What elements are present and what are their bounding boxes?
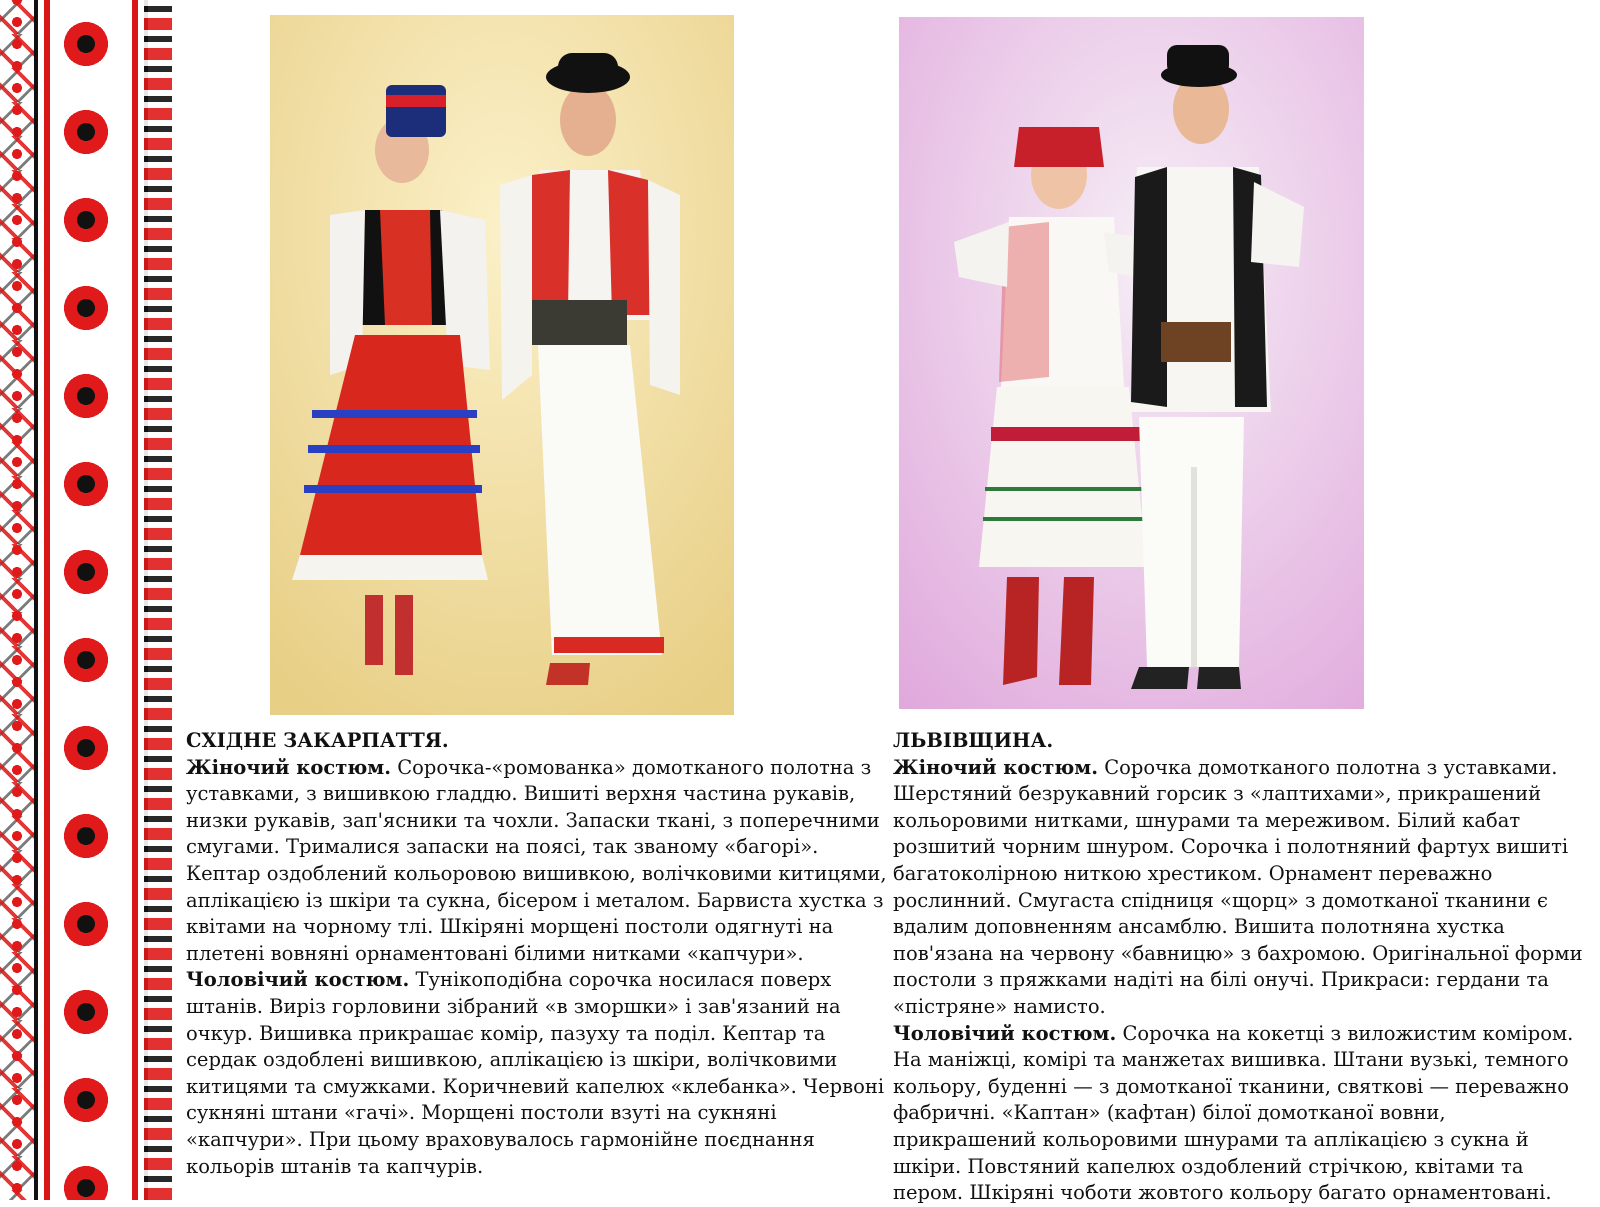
photo-lviv-region xyxy=(899,17,1364,709)
male-costume-label: Чоловічий костюм. xyxy=(186,968,410,992)
female-costume-label: Жіночий костюм. xyxy=(186,755,392,779)
male-costume-paragraph xyxy=(186,967,888,1180)
region-heading: СХІДНЕ ЗАКАРПАТТЯ. xyxy=(186,729,449,752)
photo-lviv-region-illustration xyxy=(899,17,1364,709)
male-costume-text: Тунікоподібна сорочка носилася поверх штанів. Виріз горловини зібраний «в зморшки» і зав'язаний на очкур. Вишивка прикрашає комір, пазуху та поділ. Кептар та сердак оздоблені вишивкою, аплікацією із шкіри, волічковими китицями та смужками. Коричневий капелюх «клебанка». Червоні сукняні штани «гачі». Морщені постоли взуті на сукняні «капчури». При цьому враховувалось гармонійне поєднання кольорів штанів та капчурів. xyxy=(186,968,885,1178)
female-costume-label: Жіночий костюм. xyxy=(893,755,1099,779)
male-costume-label: Чоловічий костюм. xyxy=(893,1021,1117,1045)
photo-east-zakarpattia xyxy=(270,15,734,715)
male-costume-text: Сорочка на кокетці з виложистим коміром. На маніжці, комірі та манжетах вишивка. Штани вузькі, темного кольору, буденні — з домотканої тканини, святкові — переважно фабричні. «Каптан» (кафтан) білої домотканої вовни, прикрашений кольоровими шнурами та аплікацією з сукна й шкіри. Повстяний капелюх оздоблений стрічкою, квітами та пером. Шкіряні чоботи жовтого кольору багато орнаментовані. xyxy=(893,1021,1574,1205)
female-costume-paragraph xyxy=(893,755,1593,1021)
female-costume-paragraph xyxy=(186,755,888,968)
photo-east-zakarpattia-illustration xyxy=(270,15,734,715)
lviv-region-description xyxy=(893,728,1593,1207)
embroidery-border xyxy=(0,0,172,1200)
east-zakarpattia-description xyxy=(186,728,888,1180)
region-heading: ЛЬВІВЩИНА. xyxy=(893,729,1054,752)
male-costume-paragraph xyxy=(893,1021,1593,1207)
female-costume-text: Сорочка домотканого полотна з уставками. Шерстяний безрукавний горсик з «лаптихами», прикрашений кольоровими нитками, шнурами та мереживом. Білий кабат розшитий чорним шнуром. Сорочка і полотняний фартух вишиті багатоколірною ниткою хрестиком. Орнамент переважно рослинний. Смугаста спідниця «щорц» з домотканої тканини є вдалим доповненням ансамблю. Вишита полотняна хустка пов'язана на червону «бавницю» з бахромою. Оригінальної форми постоли з пряжками надіті на білі онучі. Прикраси: гердани та «пістряне» намисто. xyxy=(893,755,1583,1018)
female-costume-text: Сорочка-«ромованка» домотканого полотна з уставками, з вишивкою гладдю. Вишиті верхня частина рукавів, низки рукавів, зап'ясники та чохли. Запаски ткані, з поперечними смугами. Трималися запаски на поясі, так званому «багорі». Кептар оздоблений кольоровою вишивкою, волічковими китицями, аплікацією із шкіри та сукна, бісером і металом. Барвиста хустка з квітами на чорному тлі. Шкіряні морщені постоли одягнуті на плетені вовняні орнаментовані білими нитками «капчури». xyxy=(186,755,887,965)
